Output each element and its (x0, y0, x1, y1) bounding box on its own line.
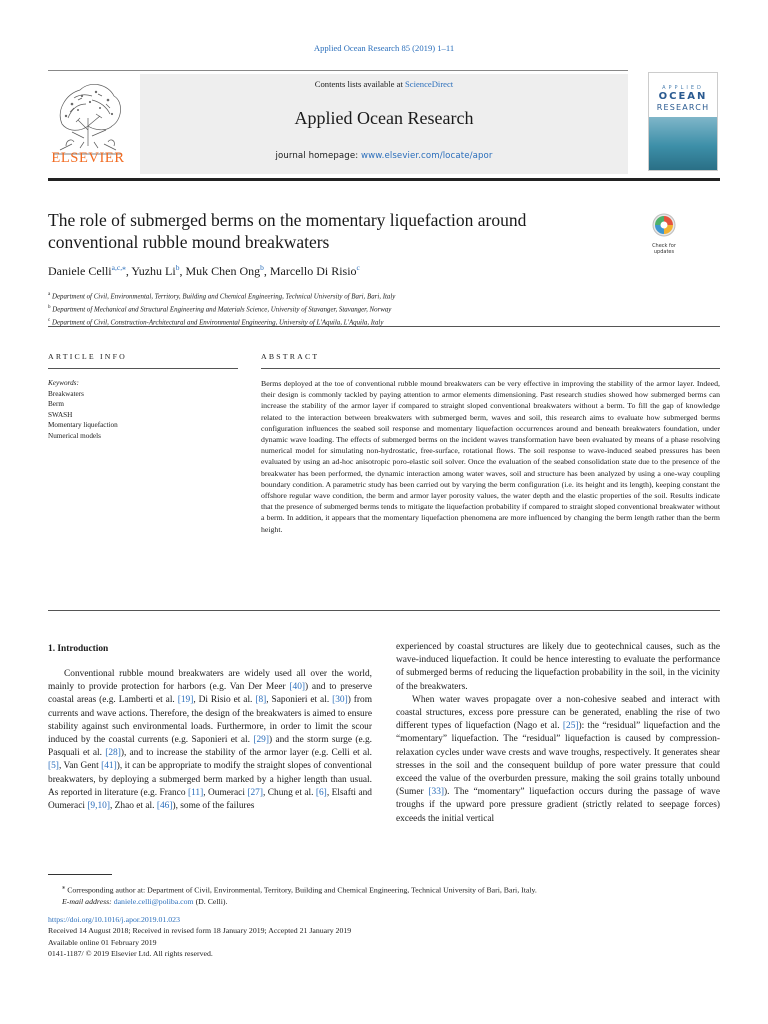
author-4[interactable] (270, 264, 360, 278)
journal-name: Applied Ocean Research (294, 108, 474, 128)
article-title: The role of submerged berms on the momentary liquefaction around conventional rubble mound breakwaters (48, 210, 527, 252)
citation-link[interactable]: [46] (156, 801, 173, 812)
check-badge-line-2: updates (653, 249, 675, 255)
citation-link[interactable]: [41] (101, 761, 117, 772)
author-affil-sup[interactable]: b (175, 263, 180, 272)
author-list (48, 263, 648, 279)
citation-link[interactable]: [29] (253, 735, 269, 746)
text-run: ) and the storm surge (e.g. Pasquali et al. (48, 735, 372, 759)
keyword: Numerical models (48, 431, 101, 440)
affiliation-a (48, 290, 708, 303)
homepage-prefix: journal homepage: (275, 151, 362, 161)
paragraph (48, 668, 372, 813)
text-run: ) and to preserve coastal areas (e.g. Lamberti et al. (48, 682, 372, 706)
abstract-text: Berms deployed at the toe of conventional rubble mound breakwaters can be very effective in improving the stability of the armor layer. Indeed, their design is commonly tackled by paying attention to armor elements dimensioning. Past research studies showed how submerged berms can increase the stability of the armor layer if compared to straight sloped conventional breakwaters without a berm. To fill the gap of knowledge related to the interaction between breakwaters with submerged berm, waves and soil, this research aims to evaluate how submerged berms configuration influences the seabed soil response and momentary liquefaction occurrences around and beneath breakwaters foundation, under dynamic wave loading. The effects of submerged berms on the incident waves transformation have been evaluated by means of a phase resolving numerical model for simulating non-hydrostatic, free-surface, rotational flows. The soil response to wave-induced seabed pressures has been evaluated by using an ad-hoc anisotropic poro-elastic soil solver. Once the evaluation of the seabed consolidation state due to the presence of the breakwater has been performed, the dynamic interaction among water waves, soil and structure has been analyzed by using a one-way coupling boundary condition. A parametric study has been carried out by varying the berm configuration (i.e. its height and its length), keeping constant the offshore regular wave condition, the berm and armor layer porosity values, the water depth and the elastic properties of the soil. Results indicate that the presence of submerged berms tends to mitigate the liquefaction probability if compared to straight sloped conventional breakwater without a berm. In addition, it appears that the momentary liquefaction phenomena are more influenced by changing the berm length rather than the berm height. (261, 379, 720, 534)
author-email-link[interactable]: daniele.celli@poliba.com (113, 896, 194, 906)
sciencedirect-link[interactable]: ScienceDirect (405, 79, 454, 89)
keywords-block (48, 378, 238, 441)
body-right-column (396, 641, 720, 826)
citation-link[interactable]: [40] (289, 682, 306, 693)
citation-link[interactable]: [27] (247, 787, 263, 798)
author-3[interactable] (185, 264, 263, 278)
journal-homepage-line (140, 151, 628, 161)
text-run: , Elsafti and Oumeraci (48, 787, 372, 812)
affiliation-sup: c (48, 317, 51, 323)
citation-link[interactable]: [28] (105, 748, 121, 759)
elsevier-wordmark[interactable]: ELSEVIER (51, 150, 125, 166)
abstract-rule (261, 368, 720, 369)
email-label: E-mail address: (62, 896, 114, 906)
author-separator: , (179, 264, 186, 278)
keyword: SWASH (48, 410, 73, 419)
text-run: , Van Gent (58, 761, 102, 772)
keyword: Berm (48, 400, 64, 408)
affiliation-sup: b (48, 304, 51, 310)
text-run: ): the “residual” liquefaction and the “momentary” liquefaction. The “residual” liquefaction is caused by compression-relaxation cycles under wave crests and wave troughs, respectively. It generates shear stresses in the soil and the consequent buildup of pore water pressure that could exceed the value of the overburden pressure, making the soil grains totally unbound (Sumer (396, 721, 720, 798)
citation-link[interactable]: [9,10] (87, 801, 110, 812)
affiliation-text: Department of Civil, Construction-Architectural and Environmental Engineering, University of L'Aquila, L'Aquila, Italy (51, 318, 384, 326)
front-matter-rule (48, 326, 720, 327)
citation-link[interactable]: [33] (428, 787, 445, 798)
citation-link[interactable]: [30] (332, 695, 348, 706)
keyword: Breakwaters (48, 389, 84, 398)
contents-prefix: Contents lists available at (314, 79, 405, 89)
text-run: Conventional rubble mound breakwaters are widely used all over the world, mainly to provide protection for harbors (e.g. Van Der Meer (48, 669, 372, 693)
author-affil-sup[interactable]: b (260, 263, 264, 272)
check-badge-line-1: Check for (652, 243, 676, 249)
author-name: Marcello Di Risio (269, 264, 357, 278)
affiliation-sup: a (48, 292, 51, 297)
citation-link[interactable]: [19] (177, 695, 194, 706)
author-name: Daniele Celli (48, 264, 112, 278)
author-name: Yuzhu Li (131, 264, 176, 278)
keyword: Momentary liquefaction (48, 421, 118, 429)
email-suffix: (D. Celli). (193, 896, 228, 906)
affiliation-list (48, 290, 708, 328)
paragraph (396, 641, 720, 694)
citation-link[interactable]: [25] (562, 721, 579, 732)
cover-line-1: APPLIED (662, 85, 704, 91)
cover-line-3: RESEARCH (656, 103, 710, 112)
author-separator: , (125, 264, 132, 278)
footnote-mark: ⁎ (62, 884, 66, 891)
author-name: Muk Chen Ong (185, 264, 261, 278)
text-run: ). The “momentary” liquefaction occurs during the passage of wave troughs if the upward pore pressure gradient (strictly related to seepage forces) exceeds the initial vertical (396, 787, 720, 824)
paragraph (396, 694, 720, 826)
online-date: Available online 01 February 2019 (48, 937, 157, 947)
section-heading-introduction: 1. Introduction (48, 644, 109, 654)
text-run: , Saponieri et al. (266, 695, 333, 706)
affiliation-text: Department of Mechanical and Structural Engineering and Materials Science, University of Stavanger, Stavanger, Norway (52, 306, 392, 314)
text-run: ) from currents and wave actions. Therefore, the design of the breakwaters is aimed to ensure stability against such environmental loads. Furthermore, in order to limit the scour induced by the coastal currents (e.g. Saponieri et al. (48, 695, 372, 746)
journal-reference[interactable]: Applied Ocean Research 85 (2019) 1–11 (313, 43, 455, 53)
corresponding-author-footnote (48, 882, 720, 907)
citation-link[interactable]: [11] (187, 787, 204, 798)
text-run: experienced by coastal structures are likely due to geotechnical causes, such as the wave-induced liquefaction. It could be hence interesting to evaluate the performance of submerged berms of reducing the liquefaction probability in the soil, in the vicinity of the breakwaters. (396, 642, 720, 692)
text-run: ), and to increase the stability of the armor layer (e.g. Celli et al. (120, 748, 372, 759)
footnote-rule (48, 874, 112, 875)
journal-cover-thumbnail[interactable] (648, 72, 718, 171)
text-run: ), it can be appropriate to modify the straight slopes of conventional breakwaters, by deploying a submerged berm marked by a higher length than usual. As reported in literature (e.g. Franco (48, 761, 372, 798)
publication-info (48, 914, 720, 960)
footnote-line (48, 882, 720, 896)
keywords-heading: Keywords: (48, 379, 79, 387)
body-left-column (48, 668, 372, 813)
cover-line-2: OCEAN (658, 91, 708, 102)
author-affil-sup[interactable]: a,c,⁎ (111, 263, 126, 272)
check-for-updates-badge[interactable] (646, 212, 682, 255)
journal-homepage-link[interactable]: www.elsevier.com/locate/apor (361, 151, 493, 161)
author-1[interactable] (48, 264, 126, 278)
contents-line (140, 79, 628, 89)
affiliation-text: Department of Civil, Environmental, Territory, Building and Chemical Engineering, Technical University of Bari, Bari, Italy (51, 293, 396, 301)
doi-link[interactable]: https://doi.org/10.1016/j.apor.2019.01.023 (48, 915, 180, 924)
header-bottom-rule (48, 178, 720, 181)
text-run: , Zhao et al. (109, 801, 157, 812)
footnote-email-line (48, 896, 720, 907)
author-2[interactable] (131, 264, 179, 278)
text-run: ), some of the failures (172, 801, 255, 812)
cover-ocean-band (649, 117, 717, 170)
header-top-rule (48, 70, 628, 71)
abstract-bottom-rule (48, 610, 720, 611)
check-for-updates-icon (646, 212, 682, 238)
text-run: , Chung et al. (263, 787, 316, 798)
received-dates: Received 14 August 2018; Received in revised form 18 January 2019; Accepted 21 January 2019 (48, 926, 352, 936)
copyright-line: 0141-1187/ © 2019 Elsevier Ltd. All rights reserved. (48, 949, 213, 959)
citation-link[interactable]: [6] (315, 787, 327, 798)
text-run: When water waves propagate over a non-cohesive seabed and interact with coastal structures, excess pore pressure can be generated, enabling the rise of two different types of liquefaction (Nago et al. (396, 694, 720, 732)
author-affil-sup[interactable]: c (356, 263, 360, 272)
article-info-heading: ARTICLE INFO (48, 352, 127, 361)
affiliation-b (48, 303, 708, 316)
text-run: , Oumeraci (203, 787, 248, 798)
author-separator: , (263, 264, 270, 278)
citation-link[interactable]: [8] (255, 695, 267, 706)
citation-link[interactable]: [5] (48, 761, 59, 772)
footnote-text: Corresponding author at: Department of Civil, Environmental, Territory, Building and Chemical Engineering, Technical University of Bari, Bari, Italy. (65, 885, 537, 895)
article-info-rule (48, 368, 238, 369)
text-run: , Di Risio et al. (193, 695, 256, 706)
abstract-heading: ABSTRACT (261, 352, 320, 361)
